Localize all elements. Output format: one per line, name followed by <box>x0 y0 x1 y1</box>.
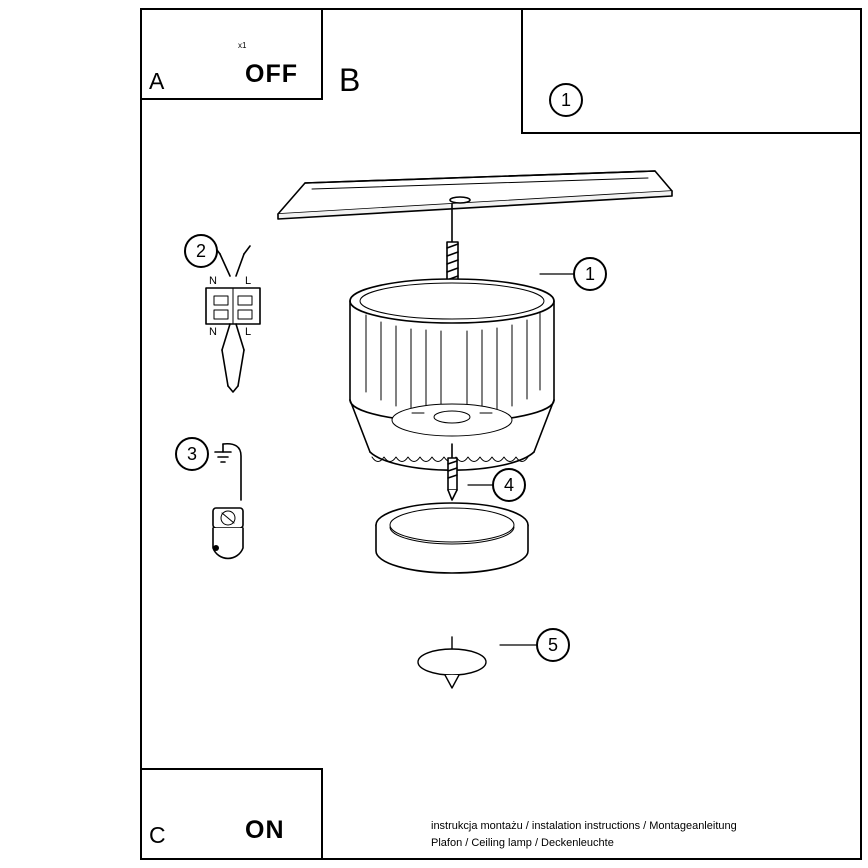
terminal-label-n-bottom: N <box>209 326 217 338</box>
step-badge-3: 3 <box>175 437 209 471</box>
step-badge-5: 5 <box>536 628 570 662</box>
footer-line-1: instrukcja montażu / instalation instructions / Montageanleitung <box>431 820 737 832</box>
terminal-label-l-top: L <box>245 275 252 287</box>
footer-line-2: Plafon / Ceiling lamp / Deckenleuchte <box>431 837 614 849</box>
terminal-label-l-bottom: L <box>245 326 252 338</box>
step-badge-2: 2 <box>184 234 218 268</box>
step-badge-tools-1: 1 <box>549 83 583 117</box>
panel-a-action-label: OFF <box>245 60 298 88</box>
quantity-label: x1 <box>238 41 247 50</box>
footer-text <box>431 818 737 852</box>
panel-b-letter: B <box>339 62 361 98</box>
terminal-label-n-top: N <box>209 275 217 287</box>
sheet-border <box>140 8 862 860</box>
panel-c-action-label: ON <box>245 816 285 844</box>
step-badge-1: 1 <box>573 257 607 291</box>
panel-c-letter: C <box>149 822 166 848</box>
step-badge-4: 4 <box>492 468 526 502</box>
panel-c-box <box>140 768 323 860</box>
panel-a-letter: A <box>149 68 165 94</box>
